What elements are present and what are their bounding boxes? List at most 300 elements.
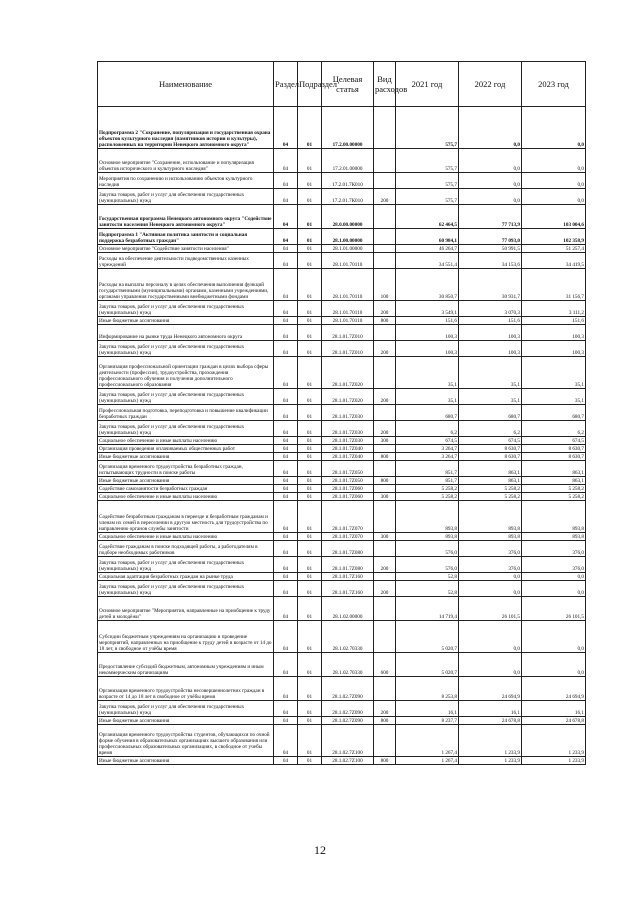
row-name: Иные бюджетные ассигнования xyxy=(98,317,274,325)
row-2022: 0,0 xyxy=(459,573,522,581)
table-row xyxy=(98,701,586,717)
row-subsection: 01 xyxy=(298,341,322,357)
row-2021: 14 719,4 xyxy=(396,597,459,621)
row-section: 04 xyxy=(274,445,298,453)
row-subsection: 01 xyxy=(298,405,322,421)
table-row xyxy=(98,581,586,597)
row-target-article: 28.1.01.7Z040 xyxy=(322,453,374,461)
row-section: 04 xyxy=(274,677,298,701)
table-row xyxy=(98,621,586,653)
row-2021: 35,1 xyxy=(396,357,459,389)
row-expense-type: 200 xyxy=(374,389,396,405)
row-2023: 26 101,5 xyxy=(522,597,586,621)
row-2023: 0,0 xyxy=(522,149,586,173)
row-2021: 62 464,5 xyxy=(396,205,459,229)
row-target-article: 28.1.01.70110 xyxy=(322,269,374,301)
row-subsection: 01 xyxy=(298,269,322,301)
row-2021: 575,7 xyxy=(396,189,459,205)
row-2021: 34 551,4 xyxy=(396,253,459,269)
row-subsection: 01 xyxy=(298,573,322,581)
row-expense-type: 200 xyxy=(374,189,396,205)
row-2021: 674,5 xyxy=(396,437,459,445)
table-row xyxy=(98,541,586,557)
table-row xyxy=(98,493,586,501)
table-row xyxy=(98,573,586,581)
row-section: 04 xyxy=(274,717,298,725)
row-expense-type: 200 xyxy=(374,301,396,317)
row-2021: 680,7 xyxy=(396,405,459,421)
row-target-article: 28.1.01.7Z160 xyxy=(322,581,374,597)
row-section: 04 xyxy=(274,477,298,485)
row-2023: 100,3 xyxy=(522,341,586,357)
table-row xyxy=(98,533,586,541)
row-subsection: 01 xyxy=(298,597,322,621)
row-expense-type xyxy=(374,677,396,701)
row-target-article: 28.1.01.70110 xyxy=(322,317,374,325)
row-subsection: 01 xyxy=(298,453,322,461)
row-2021: 3 549,1 xyxy=(396,301,459,317)
row-2022: 0,0 xyxy=(459,189,522,205)
row-target-article: 17.2.01.00000 xyxy=(322,149,374,173)
row-section: 04 xyxy=(274,205,298,229)
row-section: 04 xyxy=(274,557,298,573)
row-section: 04 xyxy=(274,107,298,149)
row-subsection: 01 xyxy=(298,485,322,493)
row-subsection: 01 xyxy=(298,717,322,725)
row-name: Закупка товаров, работ и услуг для обеспечения государственных (муниципальных) нужд xyxy=(98,389,274,405)
row-section: 04 xyxy=(274,341,298,357)
row-2022: 893,8 xyxy=(459,501,522,533)
row-expense-type: 200 xyxy=(374,341,396,357)
row-section: 04 xyxy=(274,621,298,653)
row-target-article: 28.1.01.7Z040 xyxy=(322,445,374,453)
row-section: 04 xyxy=(274,269,298,301)
budget-table xyxy=(97,61,586,765)
row-target-article: 28.1.01.7Z010 xyxy=(322,325,374,341)
row-section: 04 xyxy=(274,533,298,541)
row-section: 04 xyxy=(274,421,298,437)
row-2022: 16,1 xyxy=(459,701,522,717)
row-name: Государственная программа Ненецкого автономного округа "Содействие занятости населения Ненецкого автономного округа" xyxy=(98,205,274,229)
row-2023: 24 694,9 xyxy=(522,677,586,701)
row-2023: 0,0 xyxy=(522,189,586,205)
row-2023: 893,8 xyxy=(522,533,586,541)
row-2023: 8 630,7 xyxy=(522,445,586,453)
row-section: 04 xyxy=(274,485,298,493)
row-subsection: 01 xyxy=(298,149,322,173)
row-subsection: 01 xyxy=(298,621,322,653)
row-name: Социальное обеспечение и иные выплаты населению xyxy=(98,437,274,445)
row-name: Организация временного трудоустройства несовершеннолетних граждан в возрасте от 14 до 18 лет в свободное от учёбы время xyxy=(98,677,274,701)
row-2021: 5 020,7 xyxy=(396,653,459,677)
row-expense-type xyxy=(374,357,396,389)
row-name: Организация профессиональной ориентации граждан в целях выбора сферы деятельности (профессии), трудоустройства, прохождения профессионального обучения и получения дополнительного профессионального образования xyxy=(98,357,274,389)
row-2021: 575,7 xyxy=(396,107,459,149)
row-2021: 5 020,7 xyxy=(396,621,459,653)
row-expense-type xyxy=(374,149,396,173)
row-name: Организация проведения оплачиваемых общественных работ xyxy=(98,445,274,453)
table-row xyxy=(98,405,586,421)
row-2021: 575,7 xyxy=(396,149,459,173)
header-subsection: Подраздел xyxy=(298,62,322,107)
row-expense-type xyxy=(374,205,396,229)
row-target-article: 28.1.01.70110 xyxy=(322,253,374,269)
budget-document xyxy=(97,61,585,837)
row-2023: 0,0 xyxy=(522,573,586,581)
row-2022: 77 713,9 xyxy=(459,205,522,229)
row-2022: 674,5 xyxy=(459,437,522,445)
row-target-article: 28.1.02.7Z090 xyxy=(322,717,374,725)
row-name: Субсидии бюджетным учреждениям на организацию и проведение мероприятий, направленных на приобщение к труду детей в возрасте от 14 до 18 лет, в свободное от учёбы время xyxy=(98,621,274,653)
row-name: Содействие самозанятости безработных граждан xyxy=(98,485,274,493)
row-2022: 6,2 xyxy=(459,421,522,437)
table-row xyxy=(98,477,586,485)
row-section: 04 xyxy=(274,245,298,253)
row-section: 04 xyxy=(274,757,298,765)
row-expense-type xyxy=(374,253,396,269)
row-2022: 0,0 xyxy=(459,149,522,173)
row-expense-type: 200 xyxy=(374,701,396,717)
table-row xyxy=(98,653,586,677)
row-name: Социальное обеспечение и иные выплаты населению xyxy=(98,533,274,541)
row-subsection: 01 xyxy=(298,477,322,485)
row-subsection: 01 xyxy=(298,653,322,677)
row-expense-type: 800 xyxy=(374,757,396,765)
row-subsection: 01 xyxy=(298,389,322,405)
row-subsection: 01 xyxy=(298,325,322,341)
row-section: 04 xyxy=(274,253,298,269)
row-2023: 100,3 xyxy=(522,325,586,341)
row-section: 04 xyxy=(274,573,298,581)
row-name: Подпрограмма 1 "Активная политика занятости и социальная поддержка безработных граждан" xyxy=(98,229,274,245)
row-expense-type: 300 xyxy=(374,437,396,445)
row-expense-type xyxy=(374,461,396,477)
row-2021: 16,1 xyxy=(396,701,459,717)
row-section: 04 xyxy=(274,357,298,389)
row-2023: 102 358,9 xyxy=(522,229,586,245)
header-name: Наименование xyxy=(98,62,274,107)
row-expense-type xyxy=(374,485,396,493)
row-section: 04 xyxy=(274,597,298,621)
row-expense-type xyxy=(374,501,396,533)
row-subsection: 01 xyxy=(298,581,322,597)
row-name: Закупка товаров, работ и услуг для обеспечения государственных (муниципальных) нужд xyxy=(98,189,274,205)
table-row xyxy=(98,717,586,725)
row-2022: 100,3 xyxy=(459,341,522,357)
row-2022: 35,1 xyxy=(459,389,522,405)
row-target-article: 28.1.01.00000 xyxy=(322,245,374,253)
row-subsection: 01 xyxy=(298,189,322,205)
row-name: Расходы на обеспечение деятельности подведомственных казенных учреждений xyxy=(98,253,274,269)
row-2023: 34 419,5 xyxy=(522,253,586,269)
table-row xyxy=(98,725,586,757)
row-name: Иные бюджетные ассигнования xyxy=(98,757,274,765)
row-2022: 26 101,5 xyxy=(459,597,522,621)
row-section: 04 xyxy=(274,173,298,189)
row-subsection: 01 xyxy=(298,557,322,573)
row-subsection: 01 xyxy=(298,445,322,453)
header-section: Раздел xyxy=(274,62,298,107)
row-target-article: 28.1.01.7Z030 xyxy=(322,437,374,445)
row-target-article: 28.1.01.7Z050 xyxy=(322,477,374,485)
row-2022: 0,0 xyxy=(459,581,522,597)
row-2022: 0,0 xyxy=(459,653,522,677)
row-subsection: 01 xyxy=(298,229,322,245)
row-2021: 8 237,7 xyxy=(396,717,459,725)
row-section: 04 xyxy=(274,453,298,461)
row-2023: 376,0 xyxy=(522,557,586,573)
row-name: Закупка товаров, работ и услуг для обеспечения государственных (муниципальных) нужд xyxy=(98,557,274,573)
row-2022: 680,7 xyxy=(459,405,522,421)
row-2021: 46 264,7 xyxy=(396,245,459,253)
row-target-article: 28.1.02.00000 xyxy=(322,597,374,621)
row-2021: 8 253,8 xyxy=(396,677,459,701)
row-expense-type: 800 xyxy=(374,317,396,325)
table-row xyxy=(98,189,586,205)
row-section: 04 xyxy=(274,317,298,325)
header-row xyxy=(98,62,586,107)
row-expense-type xyxy=(374,107,396,149)
row-subsection: 01 xyxy=(298,205,322,229)
row-section: 04 xyxy=(274,501,298,533)
row-name: Расходы на выплаты персоналу в целях обеспечения выполнения функций государственными (муниципальными) органами, казенными учреждениями, органами управления государственными внебюджетными фондами xyxy=(98,269,274,301)
row-expense-type xyxy=(374,621,396,653)
row-name: Основное мероприятие "Сохранение, использование и популяризация объектов исторического и культурного наследия" xyxy=(98,149,274,173)
table-row xyxy=(98,107,586,149)
row-section: 04 xyxy=(274,461,298,477)
row-2023: 0,0 xyxy=(522,173,586,189)
row-expense-type: 800 xyxy=(374,717,396,725)
row-2021: 576,0 xyxy=(396,541,459,557)
row-section: 04 xyxy=(274,653,298,677)
table-row xyxy=(98,245,586,253)
row-section: 04 xyxy=(274,541,298,557)
row-subsection: 01 xyxy=(298,301,322,317)
row-section: 04 xyxy=(274,389,298,405)
row-2021: 893,8 xyxy=(396,533,459,541)
row-2021: 3 264,7 xyxy=(396,453,459,461)
row-2022: 3 070,3 xyxy=(459,301,522,317)
row-expense-type: 200 xyxy=(374,557,396,573)
table-row xyxy=(98,461,586,477)
row-2023: 103 004,6 xyxy=(522,205,586,229)
row-name: Иные бюджетные ассигнования xyxy=(98,717,274,725)
row-2021: 1 267,4 xyxy=(396,725,459,757)
row-2021: 576,0 xyxy=(396,557,459,573)
row-2023: 863,1 xyxy=(522,477,586,485)
row-expense-type: 800 xyxy=(374,453,396,461)
table-row xyxy=(98,597,586,621)
row-2022: 151,6 xyxy=(459,317,522,325)
row-2021: 100,3 xyxy=(396,341,459,357)
row-target-article: 28.1.01.7Z030 xyxy=(322,421,374,437)
row-name: Иные бюджетные ассигнования xyxy=(98,453,274,461)
row-2023: 863,1 xyxy=(522,461,586,477)
header-target-article: Целевая статья xyxy=(322,62,374,107)
row-2023: 5 258,2 xyxy=(522,493,586,501)
row-expense-type xyxy=(374,597,396,621)
row-section: 04 xyxy=(274,581,298,597)
header-2021: 2021 год xyxy=(396,62,459,107)
table-row xyxy=(98,253,586,269)
row-expense-type: 300 xyxy=(374,533,396,541)
table-row xyxy=(98,501,586,533)
row-subsection: 01 xyxy=(298,253,322,269)
row-2021: 60 984,1 xyxy=(396,229,459,245)
row-target-article: 28.1.02.7Z100 xyxy=(322,757,374,765)
row-name: Основное мероприятие "Мероприятия, направленные на приобщение к труду детей и молодёжи" xyxy=(98,597,274,621)
row-2022: 34 153,6 xyxy=(459,253,522,269)
row-target-article: 28.1.01.70110 xyxy=(322,301,374,317)
row-2022: 77 093,0 xyxy=(459,229,522,245)
row-target-article: 28.1.00.00000 xyxy=(322,229,374,245)
row-2023: 151,6 xyxy=(522,317,586,325)
row-2022: 1 233,9 xyxy=(459,757,522,765)
row-name: Предоставление субсидий бюджетным, автономным учреждениям и иным некоммерческим организациям xyxy=(98,653,274,677)
row-2023: 893,8 xyxy=(522,501,586,533)
row-name: Информирование на рынке труда Ненецкого автономного округа xyxy=(98,325,274,341)
row-section: 04 xyxy=(274,493,298,501)
row-target-article: 17.2.01.7К010 xyxy=(322,173,374,189)
table-row xyxy=(98,173,586,189)
table-row xyxy=(98,205,586,229)
row-name: Закупка товаров, работ и услуг для обеспечения государственных (муниципальных) нужд xyxy=(98,341,274,357)
row-section: 04 xyxy=(274,301,298,317)
row-2021: 6,2 xyxy=(396,421,459,437)
row-2021: 5 258,2 xyxy=(396,485,459,493)
row-target-article: 28.1.02.70330 xyxy=(322,653,374,677)
row-name: Профессиональная подготовка, переподготовка и повышение квалификации безработных граждан xyxy=(98,405,274,421)
page-number: 12 xyxy=(314,843,326,857)
row-name: Закупка товаров, работ и услуг для обеспечения государственных (муниципальных) нужд xyxy=(98,701,274,717)
row-subsection: 01 xyxy=(298,701,322,717)
row-subsection: 01 xyxy=(298,245,322,253)
row-2022: 35,1 xyxy=(459,357,522,389)
row-expense-type: 600 xyxy=(374,653,396,677)
row-name: Иные бюджетные ассигнования xyxy=(98,477,274,485)
row-2021: 35,1 xyxy=(396,389,459,405)
table-row xyxy=(98,317,586,325)
row-2022: 5 258,2 xyxy=(459,485,522,493)
row-2021: 851,7 xyxy=(396,461,459,477)
row-expense-type xyxy=(374,325,396,341)
row-expense-type xyxy=(374,245,396,253)
row-section: 04 xyxy=(274,701,298,717)
row-target-article: 28.1.02.70330 xyxy=(322,621,374,653)
row-2022: 50 991,5 xyxy=(459,245,522,253)
row-2022: 1 233,9 xyxy=(459,725,522,757)
row-subsection: 01 xyxy=(298,493,322,501)
row-2022: 863,1 xyxy=(459,477,522,485)
table-row xyxy=(98,389,586,405)
row-2023: 680,7 xyxy=(522,405,586,421)
table-row xyxy=(98,229,586,245)
table-body xyxy=(98,107,586,765)
table-row xyxy=(98,149,586,173)
row-expense-type xyxy=(374,173,396,189)
row-2022: 30 931,7 xyxy=(459,269,522,301)
row-section: 04 xyxy=(274,149,298,173)
row-2023: 6,2 xyxy=(522,421,586,437)
row-target-article: 28.1.01.7Z020 xyxy=(322,389,374,405)
row-2021: 5 258,2 xyxy=(396,493,459,501)
row-subsection: 01 xyxy=(298,461,322,477)
row-name: Организация временного трудоустройства безработных граждан, испытывающих трудности в поиске работы xyxy=(98,461,274,477)
row-target-article: 28.1.02.7Z100 xyxy=(322,725,374,757)
row-subsection: 01 xyxy=(298,173,322,189)
table-row xyxy=(98,485,586,493)
row-2023: 3 111,2 xyxy=(522,301,586,317)
row-target-article: 28.0.00.00000 xyxy=(322,205,374,229)
table-row xyxy=(98,421,586,437)
row-expense-type: 300 xyxy=(374,493,396,501)
row-section: 04 xyxy=(274,437,298,445)
row-2022: 100,3 xyxy=(459,325,522,341)
row-2021: 3 264,7 xyxy=(396,445,459,453)
row-expense-type xyxy=(374,229,396,245)
table-row xyxy=(98,557,586,573)
row-2023: 0,0 xyxy=(522,621,586,653)
row-name: Организация временного трудоустройства студентов, обучающихся по очной форме обучения в образовательных организациях высшего образования или профессиональных образовательных организациях, в свободное от учебы время xyxy=(98,725,274,757)
row-subsection: 01 xyxy=(298,725,322,757)
row-2022: 376,0 xyxy=(459,541,522,557)
row-name: Закупка товаров, работ и услуг для обеспечения государственных (муниципальных) нужд xyxy=(98,301,274,317)
row-2021: 30 850,7 xyxy=(396,269,459,301)
row-name: Содействие безработным гражданам в переезде и безработным гражданам и членам их семей в переселении в другую местность для трудоустройства по направлению органов службы занятости xyxy=(98,501,274,533)
row-target-article: 28.1.01.7Z080 xyxy=(322,541,374,557)
row-target-article: 28.1.01.7Z060 xyxy=(322,493,374,501)
row-2022: 376,0 xyxy=(459,557,522,573)
row-target-article: 28.1.01.7Z060 xyxy=(322,485,374,493)
row-section: 04 xyxy=(274,725,298,757)
row-2022: 0,0 xyxy=(459,173,522,189)
table-row xyxy=(98,757,586,765)
row-expense-type xyxy=(374,445,396,453)
row-expense-type: 800 xyxy=(374,477,396,485)
row-2022: 893,8 xyxy=(459,533,522,541)
row-section: 04 xyxy=(274,325,298,341)
row-2021: 851,7 xyxy=(396,477,459,485)
row-2023: 24 678,8 xyxy=(522,717,586,725)
row-2021: 52,8 xyxy=(396,573,459,581)
row-expense-type: 100 xyxy=(374,269,396,301)
row-expense-type xyxy=(374,573,396,581)
row-expense-type: 200 xyxy=(374,581,396,597)
row-subsection: 01 xyxy=(298,107,322,149)
row-target-article: 28.1.01.7Z070 xyxy=(322,501,374,533)
row-2022: 24 694,9 xyxy=(459,677,522,701)
row-2023: 35,1 xyxy=(522,357,586,389)
row-2023: 8 630,7 xyxy=(522,453,586,461)
row-target-article: 28.1.01.7Z030 xyxy=(322,405,374,421)
row-2021: 100,3 xyxy=(396,325,459,341)
row-subsection: 01 xyxy=(298,357,322,389)
table-row xyxy=(98,437,586,445)
row-name: Мероприятия по сохранению и использованию объектов культурного наследия xyxy=(98,173,274,189)
row-2022: 0,0 xyxy=(459,107,522,149)
row-expense-type xyxy=(374,405,396,421)
table-row xyxy=(98,325,586,341)
row-2021: 52,8 xyxy=(396,581,459,597)
row-target-article: 17.2.01.7К010 xyxy=(322,189,374,205)
row-section: 04 xyxy=(274,405,298,421)
row-target-article: 28.1.01.7Z020 xyxy=(322,357,374,389)
row-subsection: 01 xyxy=(298,541,322,557)
row-name: Содействие гражданам в поиске подходящей работы, а работодателям в подборе необходимых работников xyxy=(98,541,274,557)
row-2021: 893,8 xyxy=(396,501,459,533)
row-expense-type xyxy=(374,541,396,557)
row-2021: 151,6 xyxy=(396,317,459,325)
